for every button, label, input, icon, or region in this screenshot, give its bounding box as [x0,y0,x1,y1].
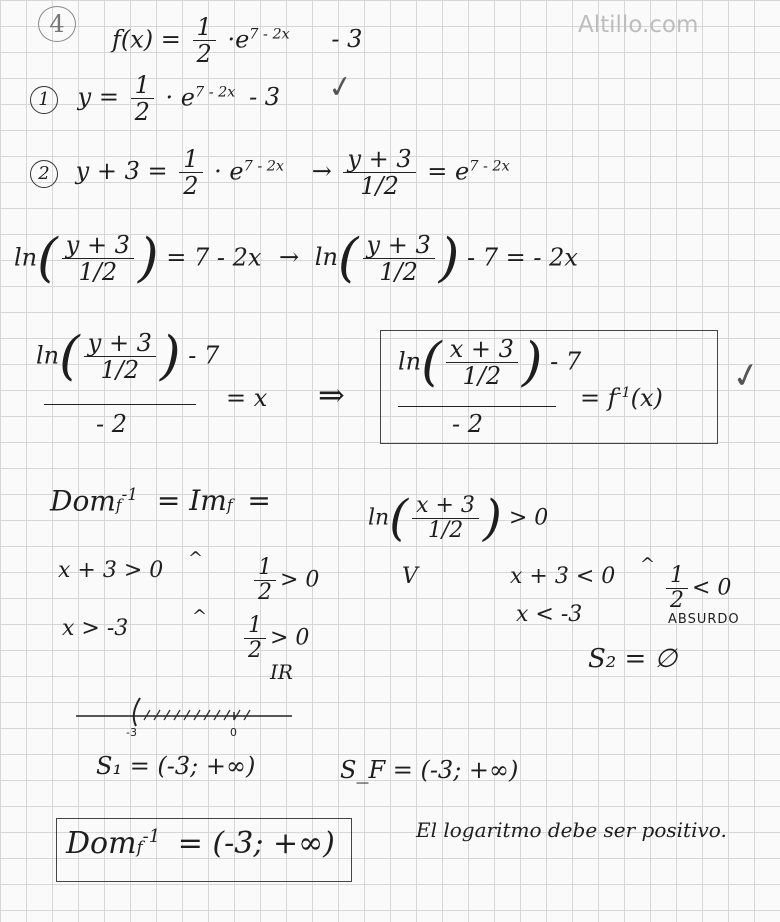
number-line [70,680,310,740]
log-step-2-numerator: ln( $\frac{y + 3}{1/2}$ ) - 7 [36,325,220,387]
fraction-half: $\frac{1}{2}$ [193,14,216,68]
check-mark-icon: ✓ [325,68,356,107]
paren: ) [438,227,460,289]
fraction-inner: $\frac{y + 3}{1/2}$ [62,232,134,286]
open-interval-bracket-icon [134,698,140,726]
and-symbol: ^ [192,606,208,627]
paren: ) [482,490,502,547]
case-2-condition-b: $\frac{1}{2}$ < 0 [662,564,731,613]
case-1-condition-b: $\frac{1}{2}$ > 0 [250,556,319,605]
case-2-result-a: x < -3 [516,602,583,627]
teacher-note: El logaritmo debe ser positivo. [416,818,727,842]
and-symbol: ^ [640,554,656,575]
paren: ) [521,331,543,393]
fraction-half: $\frac{1}{2}$ [131,72,154,126]
tick-label-minus-3: -3 [126,726,137,739]
problem-number: 4 [38,6,76,42]
fraction-inner: $\frac{x + 3}{1/2}$ [446,336,518,390]
step-1: 1 y = $\frac{1}{2}$ · $e^{7 - 2x} - 3$ [30,72,280,126]
inverse-denominator: - 2 [452,410,484,438]
watermark: Altillo.com [578,12,699,38]
log-step-1: ln( $\frac{y + 3}{1/2}$ ) = 7 - 2x → ln( $\frac{y + 3}{1/2}$ ) - 7 = - 2x [14,227,578,289]
fraction-inner: $\frac{x + 3}{1/2}$ [412,494,479,543]
paren: ( [37,227,58,289]
log-step-2-denominator: - 2 [96,410,128,438]
step-1-marker: 1 [30,86,58,114]
solution-set-2: S₂ = ∅ [588,644,678,674]
domain-log-condition: ln( $\frac{x + 3}{1/2}$ ) > 0 [368,490,549,547]
case-1-condition-a: x + 3 > 0 [58,558,164,583]
paren: ) [159,325,181,387]
final-domain: Domf$^{-1}$ = (-3; +∞) [66,826,335,861]
fraction-half: $\frac{1}{2}$ [254,556,276,605]
paren: ( [421,331,442,393]
arrow-icon: → [311,157,332,186]
exponent: 7 - 2x [249,26,290,43]
step-2-marker: 2 [30,160,58,188]
fraction-bar [44,404,196,405]
absurdo-label: ABSURDO [668,612,740,627]
arrow-icon: → [279,243,300,272]
fraction-inner: $\frac{y + 3}{1/2}$ [363,232,435,286]
tick-label-zero: 0 [230,726,237,739]
domain-equation: Domf$^{-1}$ = Imf = [50,484,271,518]
case-1-result-b: $\frac{1}{2}$ > 0 [240,614,309,663]
equals-x: = x [226,384,268,412]
fraction-y-plus-3: $\frac{y + 3}{1/2}$ [343,146,415,200]
fraction-half: $\frac{1}{2}$ [666,564,688,613]
case-2-condition-a: x + 3 < 0 [510,564,616,589]
check-mark-icon: ✓ [728,353,765,399]
fraction-half: $\frac{1}{2}$ [244,614,266,663]
solution-set-1: S₁ = (-3; +∞) [96,752,256,780]
step-2: 2 y + 3 = $\frac{1}{2}$ · $e^{7 - 2x}$ → $\frac{y + 3}{1/2}$ = $e^{7 - 2x}$ [30,146,510,200]
or-symbol: V [402,564,418,589]
paren: ( [59,325,80,387]
paren: ( [389,490,409,547]
paren: ) [137,227,159,289]
paren: ( [337,227,359,289]
function-definition: f(x) = $\frac{1}{2}$ $\cdot e^{7 - 2x} - 3$ [112,13,363,69]
real-numbers-label: IR [270,660,293,684]
and-symbol: ^ [188,548,204,569]
solution-set-f: S_F = (-3; +∞) [340,756,519,784]
fraction-inner: $\frac{y + 3}{1/2}$ [84,330,156,384]
inverse-numerator: ln( $\frac{x + 3}{1/2}$ ) - 7 [398,331,582,393]
fraction-bar [398,406,556,407]
case-1-result-a: x > -3 [62,616,129,641]
fraction-half: $\frac{1}{2}$ [179,146,202,200]
function-lhs: f(x) = [112,25,181,54]
inverse-label: = $f^{-1}(x)$ [580,384,663,412]
implies-arrow-icon: ⇒ [318,376,345,414]
